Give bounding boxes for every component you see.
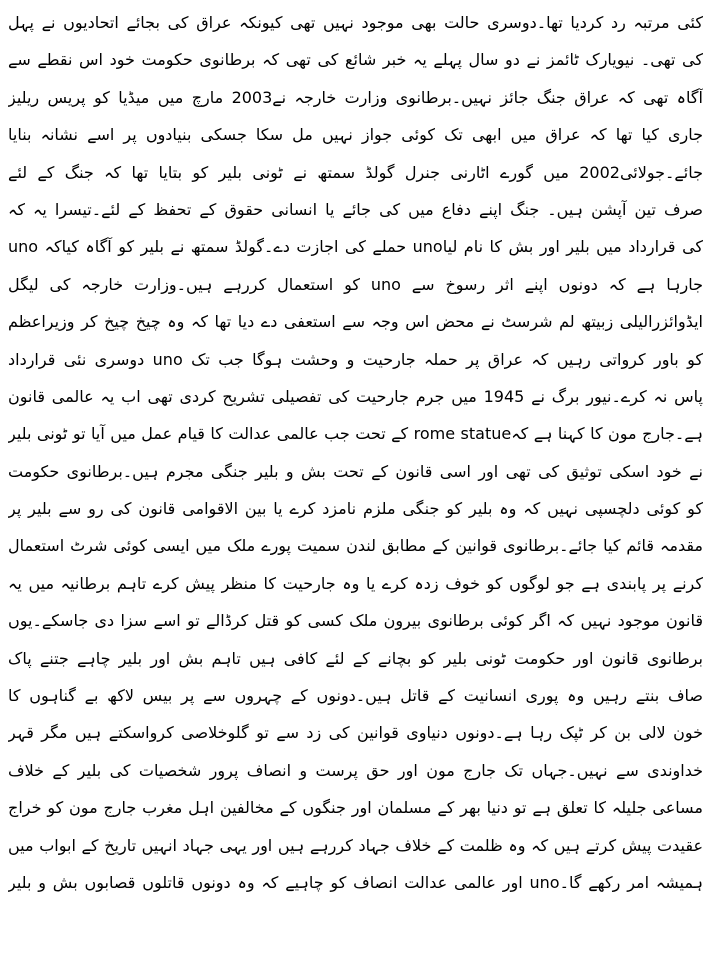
text-line: نے خود اسکی توثیق کی تھی اور اسی قانون کے تحت بش و بلیر جنگی مجرم ہیں۔برطانوی حکومت	[8, 461, 703, 481]
text-line: خداوندی سے نہیں۔جہاں تک جارج مون اور حق پرست و انصاف پرور شخصیات کی بلیر کے خلاف	[8, 760, 703, 780]
text-line: برطانوی قانون اور حکومت ٹونی بلیر کو بچانے کے لئے کافی ہیں تاہم بش اور بلیر چاہے جتنے پاک	[8, 648, 703, 668]
text-line: ہے۔جارج مون کا کہنا ہے کہrome statue کے تحت جب عالمی عدالت کا قیام عمل میں آیا تو ٹونی بلیر	[8, 424, 703, 444]
text-line: کئی مرتبہ رد کردیا تھا۔دوسری حالت بھی موجود نہیں تھی کیونکہ عراق کی بجائے اتحادیوں نے پہل	[8, 13, 703, 32]
text-line: کی تھی۔ نیویارک ٹائمز نے دو سال پہلے یہ خبر شائع کی تھی کہ برطانوی حکومت خود اس نقطے سے	[8, 50, 703, 70]
text-line: ایڈوائزرالیلی زبیتھ لم شرسٹ نے محض اس وجہ سے استعفی دے دیا تھا کہ وہ چیخ چیخ کر وزیراعظم	[8, 312, 703, 332]
text-line: ہمیشہ امر رکھے گا۔uno اور عالمی عدالت انصاف کو چاہیے کہ وہ دونوں قاتلوں قصابوں بش و بلیر	[8, 872, 703, 892]
text-line: قانون موجود نہیں کہ اگر کوئی برطانوی بیرون ملک کسی کو قتل کرڈالے تو اسے سزا دی جاسکے۔یوں	[8, 611, 703, 631]
text-line: کو کوئی دلچسپی نہیں کہ وہ بلیر کو جنگی ملزم نامزد کرے یا بین الاقوامی قانون کی رو سے بلیر پر	[8, 499, 703, 519]
text-line: کو باور کرواتی رہیں کہ عراق پر حملہ جارحیت و وحشت ہوگا جب تک uno دوسری نئی قرارداد	[8, 349, 703, 369]
text-line: مقدمہ قائم کیا جائے۔برطانوی قوانین کے مطابق لندن سمیت پورے ملک میں ایسی کوئی شرٹ استعمال	[8, 536, 703, 556]
text-line: عقیدت پیش کرتے ہیں کہ وہ ظلمت کے خلاف جہاد کررہے ہیں اور یہی جہاد انہیں تاریخ کے ابواب میں	[8, 835, 703, 855]
text-line: جارہا ہے کہ دونوں اپنے اثر رسوخ سے uno کو استعمال کررہے ہیں۔وزارت خارجہ کی لیگل	[8, 274, 703, 294]
text-line: جائے۔جولائی2002 میں گورے اٹارنی جنرل گولڈ سمتھ نے ٹونی بلیر کو بتایا تھا کہ جنگ کے لئے	[8, 162, 703, 182]
text-line: خون لالی بن کر ٹپک رہا ہے۔دونوں دنیاوی قوانین کی زد سے تو گلوخلاصی کرواسکتے ہیں مگر قہر	[8, 723, 703, 743]
text-line: پاس نہ کرے۔نیور برگ نے 1945 میں جرم جارحیت کی تفصیلی تشریح کردی تھی اب یہ عالمی قانون	[8, 386, 703, 406]
text-line: uno حملے کی اجازت دے۔گولڈ سمتھ نے بلیر کو آگاہ کیاکہ unoکی قرارداد میں بلیر اور بش کا نام لیا	[8, 237, 703, 257]
text-line: مساعی جلیلہ کا تعلق ہے تو دنیا بھر کے مسلمان اور جنگوں کے مخالفین اہل مغرب جارج مون کو خراج	[8, 798, 703, 818]
article-body	[8, 4, 703, 901]
text-line: جاری کیا تھا کہ عراق میں ابھی تک کوئی جواز نہیں مل سکا جسکی بنیادوں پر اسے نشانہ بنایا	[8, 125, 703, 145]
text-line: آگاہ تھی کہ عراق جنگ جائز نہیں۔برطانوی وزارت خارجہ نے2003 مارچ میں میڈیا کو پریس ریلیز	[8, 87, 703, 107]
text-line: صاف بنتے رہیں وہ پوری انسانیت کے قاتل ہیں۔دونوں کے چہروں سے پر بیس لاکھ بے گناہوں کا	[8, 686, 703, 706]
text-line: کرنے پر پابندی ہے جو لوگوں کو خوف زدہ کرے یا وہ جارحیت کا منظر پیش کرے تاہم برطانیہ میں یہ	[8, 573, 703, 593]
text-line: صرف تین آپشن ہیں۔ جنگ اپنے دفاع میں کی جائے یا انسانی حقوق کے تحفظ کے لئے۔تیسرا یہ کہ	[8, 199, 703, 219]
